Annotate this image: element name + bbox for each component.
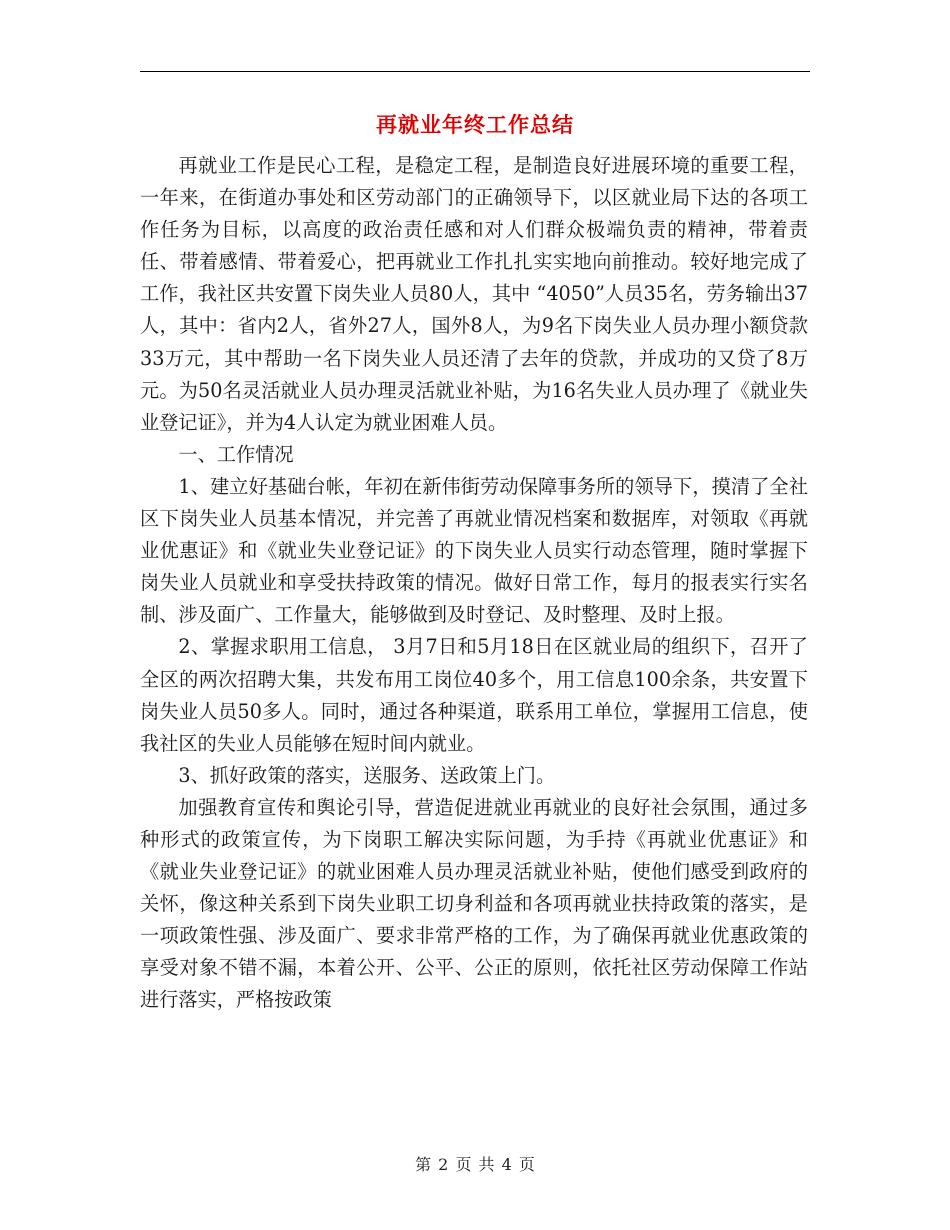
paragraph-item-1: 1、建立好基础台帐，年初在新伟街劳动保障事务所的领导下，摸清了全社区下岗失业人员基本情况，并完善了再就业情况档案和数据库，对领取《再就业优惠证》和《就业失业登记证》的下岗失业人员实行动态管理，随时掌握下岗失业人员就业和享受扶持政策的情况。做好日常工作，每月的报表实行实名制、涉及面广、工作量大，能够做到及时登记、及时整理、及时上报。	[140, 474, 808, 627]
document-body	[140, 150, 808, 1017]
page-number: 第 2 页 共 4 页	[415, 1155, 535, 1174]
section-heading-work-status: 一、工作情况	[178, 442, 294, 466]
paragraph-item-3-detail: 加强教育宣传和舆论引导，营造促进就业再就业的良好社会氛围，通过多种形式的政策宣传，为下岗职工解决实际问题，为手持《再就业优惠证》和《就业失业登记证》的就业困难人员办理灵活就业补贴，使他们感受到政府的关怀，像这种关系到下岗失业职工切身利益和各项再就业扶持政策的落实，是一项政策性强、涉及面广、要求非常严格的工作，为了确保再就业优惠政策的享受对象不错不漏，本着公开、公平、公正的原则，依托社区劳动保障工作站进行落实，严格按政策	[140, 795, 808, 1012]
header-rule	[140, 71, 810, 72]
paragraph-intro: 再就业工作是民心工程，是稳定工程，是制造良好进展环境的重要工程，一年来，在街道办事处和区劳动部门的正确领导下，以区就业局下达的各项工作任务为目标，以高度的政治责任感和对人们群众极端负责的精神，带着责任、带着感情、带着爱心，把再就业工作扎扎实实地向前推动。较好地完成了工作，我社区共安置下岗失业人员80人，其中 “4050”人员35名，劳务输出37人，其中：省内2人，省外27人，国外8人，为9名下岗失业人员办理小额贷款33万元，其中帮助一名下岗失业人员还清了去年的贷款，并成功的又贷了8万元。为50名灵活就业人员办理灵活就业补贴，为16名失业人员办理了《就业失业登记证》，并为4人认定为就业困难人员。	[140, 154, 808, 434]
paragraph-item-3: 3、抓好政策的落实，送服务、送政策上门。	[178, 763, 556, 787]
paragraph-item-2: 2、掌握求职用工信息， 3月7日和5月18日在区就业局的组织下，召开了全区的两次招聘大集，共发布用工岗位40多个，用工信息100余条，共安置下岗失业人员50多人。同时，通过各种渠道，联系用工单位，掌握用工信息，使我社区的失业人员能够在短时间内就业。	[140, 635, 808, 755]
document-title: 再就业年终工作总结	[376, 112, 574, 137]
